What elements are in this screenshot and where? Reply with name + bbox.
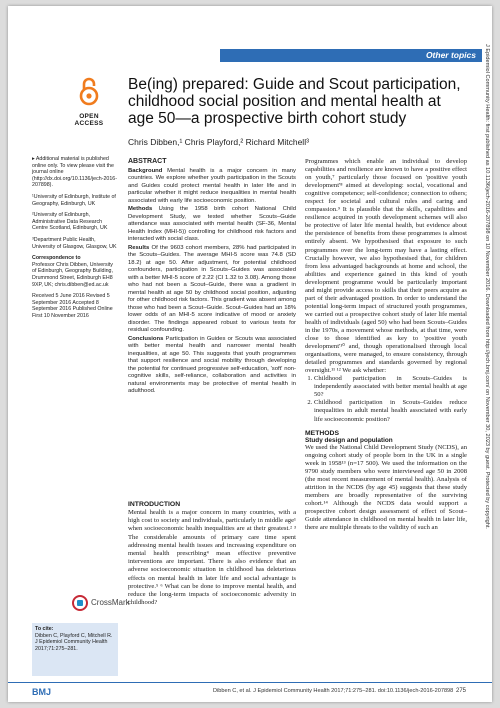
introduction-section	[128, 501, 296, 607]
section-label: Other topics	[220, 49, 482, 62]
body-paragraph: Programmes which enable an individual to develop capabilities and resilience are known to have a positive effect on youth,⁷ particularly those focused on 'positive youth development'⁸ aimed at developing: social, vocational and cognitive competence; self-confidence; connection to others; respect for societal and cultural rules and caring and compassion.⁹ It is plausible that the skills, capabilities and resilience acquired in youth development schemes will also be protective of later life mental health, but evidence about the persistence of benefits from these programmes is almost entirely absent. We hypothesised that exposure to such programmes over the long-term may have a lasting effect. Crucially however, we also hypothesised that, for children from less advantaged backgrounds at home and school, the abilities and experience gained in this kind of youth development programme would be particularly important and might provide access to skills that their peers acquire as part of their advantaged position. In order to understand the potential long-term impact of structured youth programmes, we carried out a prospective cohort study of later life mental health of individuals (aged 50) who had been Scouts–Guides in the 1970s, a movement whose methods, at that time, were close to those identified as key to 'positive youth development'¹⁰ and, though operationalised through local organisations, were managed, to ensure consistency, through detailed programmes and standards governed by regional oversight.¹¹ ¹² We ask whether:	[305, 158, 467, 375]
affiliation: ³Department Public Health, University of Glasgow, Glasgow, UK	[32, 236, 117, 250]
left-sidebar	[32, 156, 118, 324]
crossmark-badge[interactable]	[72, 595, 132, 611]
citation-box	[32, 623, 118, 676]
abstract-background: Mental health is a major concern in many countries. We explore whether youth participation in the Scouts and Guides could protect mental health in later life and in particular whether it might reduce inequalities in mental health associated with early life socioeconomic position.	[128, 167, 296, 204]
abstract-methods: Using the 1958 birth cohort National Child Development Study, we tested whether Scouts–Guide attendance was associated with mental health (SF-36, Mental Health Index (MHI-5)) controlling for childhood risk factors and interacted with social class.	[128, 206, 296, 242]
research-questions	[314, 375, 467, 423]
crossmark-icon	[72, 595, 88, 611]
cite-text: Dibben C, Playford C, Mitchell R. J Epidemiol Community Health 2017;71:275–281.	[35, 632, 113, 652]
article-title: Be(ing) prepared: Guide and Scout participation, childhood social position and mental health at age 50—a prospective birth cohort study	[128, 76, 461, 127]
abstract-label: Methods	[128, 206, 153, 212]
abstract-label: Results	[128, 244, 150, 251]
open-access-label: OPEN ACCESS	[74, 113, 104, 127]
introduction-text: Mental health is a major concern in many countries, with a high cost to society and individuals, particularly in middle age¹ when socioeconomic health inequalities are at their greatest.² ³ The considerable amounts of primary care time spent addressing mental health issues and increasing expenditure on mental health prescribing⁴ mean effective preventive interventions are important. There is also evidence that an adverse socioeconomic situation in childhood has deleterious effects on mental health in later life and social advantage is protective.⁵ ⁶ What can be done to improve mental health, and reduce the long-term impacts of socioeconomic adversity in childhood?	[128, 509, 296, 607]
open-access-lock-icon	[78, 76, 100, 106]
side-copyright-note: J Epidemiol Community Health: first published as 10.1136/jech-2016-207898 on 10 November 2016. Downloaded from http://jech.bmj.com/ on November 30, 2023 by guest. Protected by copyright.	[484, 44, 490, 529]
top-margin	[8, 6, 492, 46]
affiliation: ¹University of Edinburgh, Institute of Geography, Edinburgh, UK	[32, 193, 116, 207]
introduction-heading: INTRODUCTION	[128, 501, 181, 508]
additional-material-note: ▸ Additional material is published online only. To view please visit the journal online (http://dx.doi.org/10.1136/jech-2016-207898).	[32, 156, 118, 189]
abstract-heading: ABSTRACT	[128, 158, 167, 165]
body-paragraph: We used the National Child Development Study (NCDS), an ongoing cohort study of people born in the UK in a single week in 1958¹³ (n=17 500). We used the information on the 9790 study members who were interviewed age 50 in 2008 (the most recent measurement of mental health). Analysis of attrition in the NCDS (by age 45) suggests that these study members are broadly representative of the surviving cohort.¹⁴ Although the NCDS data would support a prospective cohort design assessment of effect of Scout–Guide attendance in childhood on mental health in later life, there are multiple threats to the validity of such an	[305, 443, 467, 532]
right-column	[305, 158, 467, 532]
abstract-conclusions: Participation in Guides or Scouts was associated with better mental health and narrower mental health inequalities, at age 50. This suggests that youth programmes that support resilience and social mobility through developing the potential for continued progressive self-education, 'soft' non-cognitive skills, self-reliance, collaboration and activities in natural environments may be protective of mental health in adulthood.	[128, 335, 296, 394]
open-access-logo	[64, 76, 114, 127]
page-footer	[8, 682, 492, 702]
cite-label: To cite:	[35, 626, 54, 632]
abstract-results: Of the 9603 cohort members, 28% had participated in the Scouts–Guides. The average MHI-5 score was 74.8 (SD 18.2) at age 50. After adjustment, for potential childhood confounders, participation in Scouts–Guides was associated with a better MHI-5 score of 2.22 (CI 1.32 to 3.08). Among those who had not been a Scout–Guide, there was a gradient in mental health at age 50 by childhood social position, adjusting for other childhood risk factors. This gradient was absent among those who had been a Scout–Guide. Scout–Guides had an 18% lower odds of an MHI-5 score indicative of mood or anxiety disorder. The findings appeared robust to various tests for residual confounding.	[128, 244, 297, 333]
correspondence-heading: Correspondence to	[32, 255, 81, 262]
abstract-label: Conclusions	[128, 335, 164, 342]
list-item: 2. Childhood participation in Scouts–Guides reduce inequalities in adult mental health associated with early life socioeconomic position?	[314, 399, 467, 423]
footer-citation: Dibben C, et al. J Epidemiol Community Health 2017;71:275–281. doi:10.1136/jech-2016-207898	[213, 688, 454, 694]
page-number: 275	[456, 688, 467, 694]
list-item: 1. Childhood participation in Scouts–Guides is independently associated with better mental health at age 50?	[314, 375, 467, 399]
abstract-label: Background	[128, 167, 163, 174]
publisher-logo: BMJ	[32, 687, 52, 697]
methods-heading: METHODS	[305, 429, 339, 437]
affiliation: ²University of Edinburgh, Administrative Data Research Centre Scotland, Edinburgh, UK	[32, 212, 108, 232]
article-page	[8, 6, 492, 702]
crossmark-label: CrossMark	[91, 598, 130, 607]
article-authors: Chris Dibben,¹ Chris Playford,² Richard Mitchell³	[128, 137, 309, 147]
abstract	[128, 158, 296, 397]
article-dates: Received 5 June 2016 Revised 5 September 2016 Accepted 8 September 2016 Published Online First 10 November 2016	[32, 293, 113, 319]
methods-subheading: Study design and population	[305, 436, 393, 444]
correspondence-details: Professor Chris Dibben, University of Edinburgh, Geography Building, Drummond Street, Edinburgh EH8 9XP, UK; chris.dibben@ed.ac.uk	[32, 261, 113, 288]
